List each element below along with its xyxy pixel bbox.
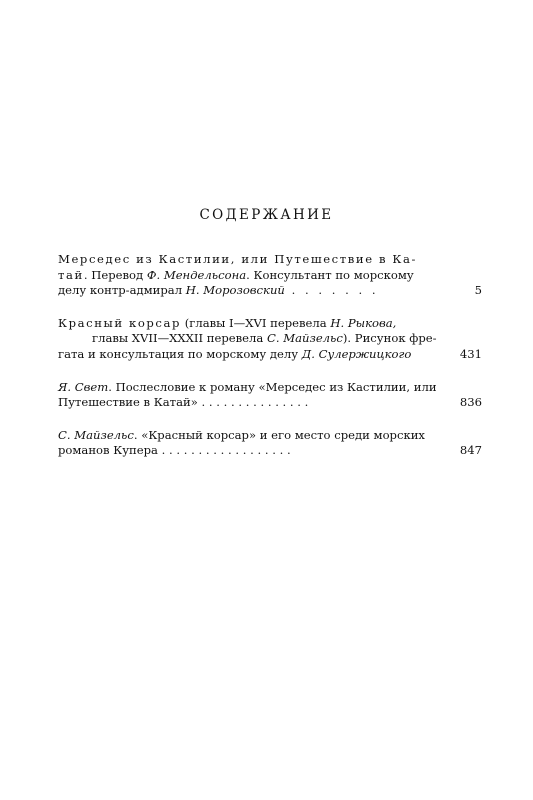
toc-text: . Послесловие к роману «Мерседес из Кастилии, или	[108, 379, 437, 394]
dot-leader: . . . . . . .	[284, 283, 379, 298]
toc-entry-text	[58, 428, 440, 459]
toc-entry-text	[58, 316, 440, 363]
toc-line	[58, 316, 440, 332]
table-of-contents	[58, 252, 482, 459]
page-number: 431	[459, 346, 482, 361]
toc-line	[58, 347, 440, 363]
work-title: Мерседес из Кастилии, или Путешествие в Ка-	[58, 252, 418, 266]
translator-name: Ф. Мендельсона	[146, 267, 247, 282]
toc-text: . «Красный корсар» и его место среди морских	[133, 427, 425, 442]
toc-text: (главы I—XVI перевела	[181, 315, 331, 330]
toc-line	[58, 428, 440, 444]
consultant-name: Н. Морозовский	[185, 283, 285, 298]
page-number: 836	[459, 395, 482, 410]
translator-name: С. Майзельс	[267, 331, 343, 346]
toc-line	[58, 443, 440, 459]
toc-entry-red-rover[interactable]	[58, 316, 482, 363]
toc-line	[58, 268, 440, 284]
author-name: С. Майзельс	[58, 427, 134, 442]
toc-entry-afterword[interactable]	[58, 380, 482, 411]
toc-line	[58, 252, 440, 268]
page-number: 5	[474, 283, 482, 298]
toc-entry-text	[58, 380, 440, 411]
toc-entry-text	[58, 252, 440, 299]
author-name: Я. Свет	[58, 379, 109, 394]
toc-line	[58, 283, 440, 299]
toc-text: гата и консультация по морскому делу	[58, 346, 302, 361]
page-title: СОДЕРЖАНИЕ	[199, 207, 334, 223]
toc-line	[58, 395, 440, 411]
toc-entry-mercedes[interactable]	[58, 252, 482, 299]
translator-name: Н. Рыкова,	[330, 315, 397, 330]
toc-text: главы XVII—XXXII перевела	[92, 331, 267, 346]
toc-line	[58, 380, 440, 396]
toc-text: . Перевод	[83, 267, 147, 282]
toc-text: делу контр-адмирал	[58, 283, 186, 298]
toc-line	[58, 331, 440, 347]
work-title: тай	[58, 267, 84, 282]
illustrator-name: Д. Сулержицкого	[301, 346, 412, 361]
toc-text: Путешествие в Катай» . . . . . . . . . . . . . . .	[58, 395, 309, 410]
toc-text: романов Купера . . . . . . . . . . . . . . . . . .	[58, 443, 291, 458]
page-number: 847	[459, 443, 482, 458]
toc-text: . Консультант по морскому	[246, 267, 414, 282]
toc-text: ). Рисунок фре-	[342, 331, 437, 346]
work-title: Красный корсар	[58, 315, 182, 330]
toc-entry-article[interactable]	[58, 428, 482, 459]
